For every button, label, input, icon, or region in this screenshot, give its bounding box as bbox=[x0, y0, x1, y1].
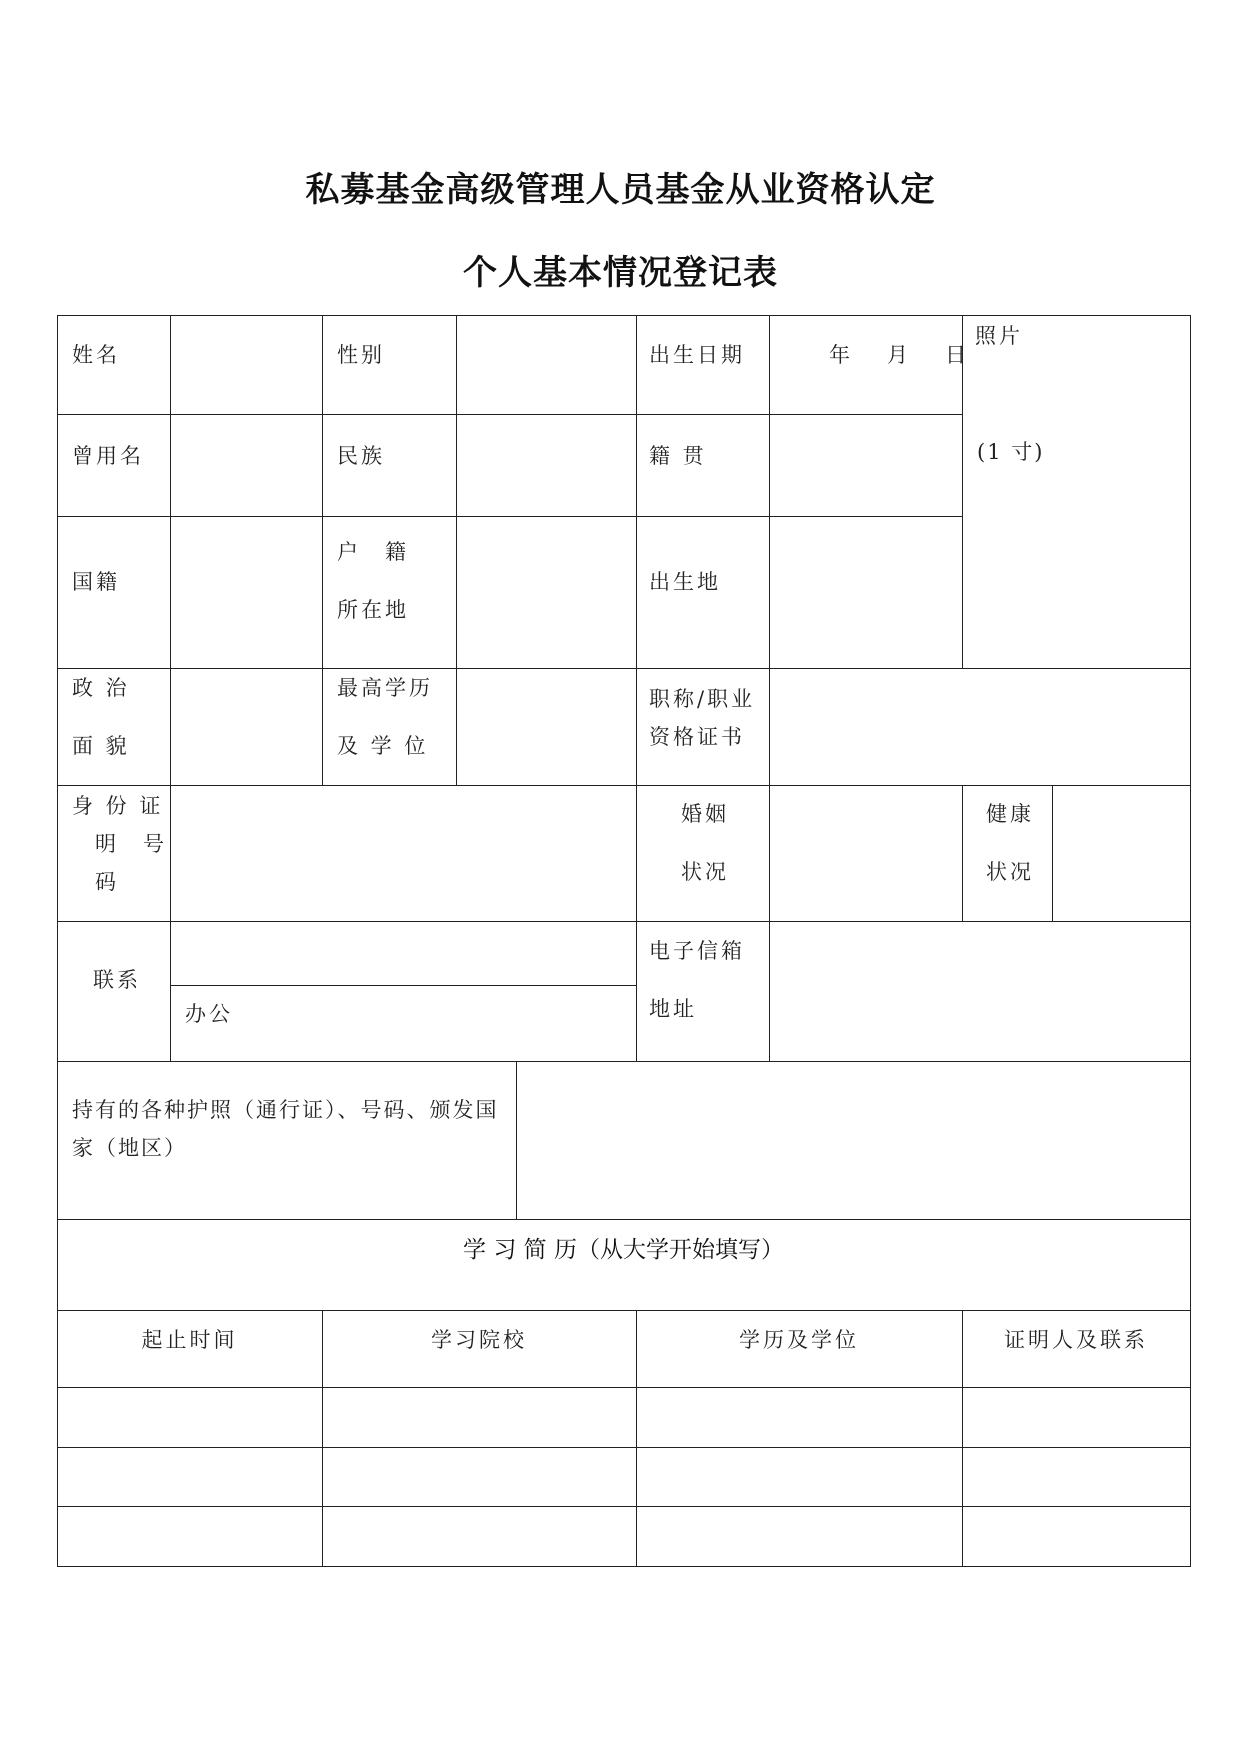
form-title: 私募基金高级管理人员基金从业资格认定 bbox=[305, 170, 936, 210]
label-photo: 照片 bbox=[975, 324, 1023, 348]
photo-size-note: (1 寸) bbox=[977, 440, 1045, 464]
label-title-cert-2: 资格证书 bbox=[649, 725, 745, 749]
grid-line bbox=[170, 985, 636, 986]
label-marital-2: 状况 bbox=[681, 860, 729, 884]
label-name: 姓名 bbox=[72, 343, 120, 367]
grid-line bbox=[57, 1219, 1191, 1220]
column-header-school: 学习院校 bbox=[431, 1328, 527, 1352]
label-former-name: 曾用名 bbox=[72, 444, 144, 468]
label-title-cert-1: 职称/职业 bbox=[649, 687, 756, 711]
grid-line bbox=[322, 315, 323, 786]
grid-line bbox=[1052, 785, 1053, 921]
table-border-left bbox=[57, 315, 58, 1567]
grid-line bbox=[57, 668, 1191, 669]
column-header-reference: 证明人及联系 bbox=[1004, 1328, 1148, 1352]
label-political-1: 政 治 bbox=[72, 676, 130, 700]
label-passport-1: 持有的各种护照（通行证）、号码、颁发国 bbox=[72, 1098, 499, 1122]
grid-line bbox=[962, 315, 963, 668]
label-health-2: 状况 bbox=[986, 860, 1034, 884]
label-health-1: 健康 bbox=[986, 802, 1034, 826]
label-email-2: 地址 bbox=[649, 997, 697, 1021]
label-gender: 性别 bbox=[337, 343, 385, 367]
grid-line bbox=[57, 1506, 1191, 1507]
label-education-2: 及 学 位 bbox=[337, 734, 429, 758]
grid-line bbox=[456, 315, 457, 786]
column-header-period: 起止时间 bbox=[141, 1328, 238, 1352]
grid-line bbox=[57, 1387, 1191, 1388]
label-contact: 联系 bbox=[93, 968, 141, 992]
label-id-1: 身 份 证 bbox=[72, 794, 164, 818]
label-office: 办公 bbox=[185, 1002, 233, 1026]
study-history-heading: 学 习 简 历（从大学开始填写） bbox=[463, 1237, 784, 1263]
label-native-place: 籍 贯 bbox=[649, 444, 707, 468]
grid-line bbox=[57, 1061, 1191, 1062]
table-border-bottom bbox=[57, 1566, 1191, 1567]
grid-line bbox=[516, 1061, 517, 1219]
label-passport-2: 家（地区） bbox=[72, 1136, 187, 1160]
grid-line bbox=[170, 315, 171, 1061]
label-education-1: 最高学历 bbox=[337, 676, 433, 700]
table-border-top bbox=[57, 315, 1191, 316]
grid-line bbox=[57, 1447, 1191, 1448]
label-ethnicity: 民族 bbox=[337, 444, 385, 468]
label-email-1: 电子信箱 bbox=[649, 939, 745, 963]
grid-line bbox=[57, 516, 962, 517]
grid-line bbox=[636, 315, 637, 1061]
label-birthplace: 出生地 bbox=[649, 570, 721, 594]
table-border-right bbox=[1190, 315, 1191, 1567]
label-household-2: 所在地 bbox=[337, 598, 409, 622]
birth-date-placeholder: 年 月 日 bbox=[829, 343, 974, 367]
grid-line bbox=[57, 921, 1191, 922]
grid-line bbox=[57, 1310, 1191, 1311]
label-id-3: 码 bbox=[95, 870, 119, 894]
form-subtitle: 个人基本情况登记表 bbox=[463, 253, 778, 293]
column-header-degree: 学历及学位 bbox=[739, 1328, 859, 1352]
label-marital-1: 婚姻 bbox=[681, 802, 729, 826]
label-political-2: 面 貌 bbox=[72, 734, 130, 758]
grid-line bbox=[769, 315, 770, 1061]
label-birth-date: 出生日期 bbox=[649, 343, 745, 367]
grid-line bbox=[962, 785, 963, 921]
label-household-1: 户 籍 bbox=[337, 540, 409, 564]
grid-line bbox=[57, 414, 962, 415]
grid-line bbox=[57, 785, 1191, 786]
label-id-2: 明 号 bbox=[95, 832, 167, 856]
label-nationality: 国籍 bbox=[72, 570, 120, 594]
